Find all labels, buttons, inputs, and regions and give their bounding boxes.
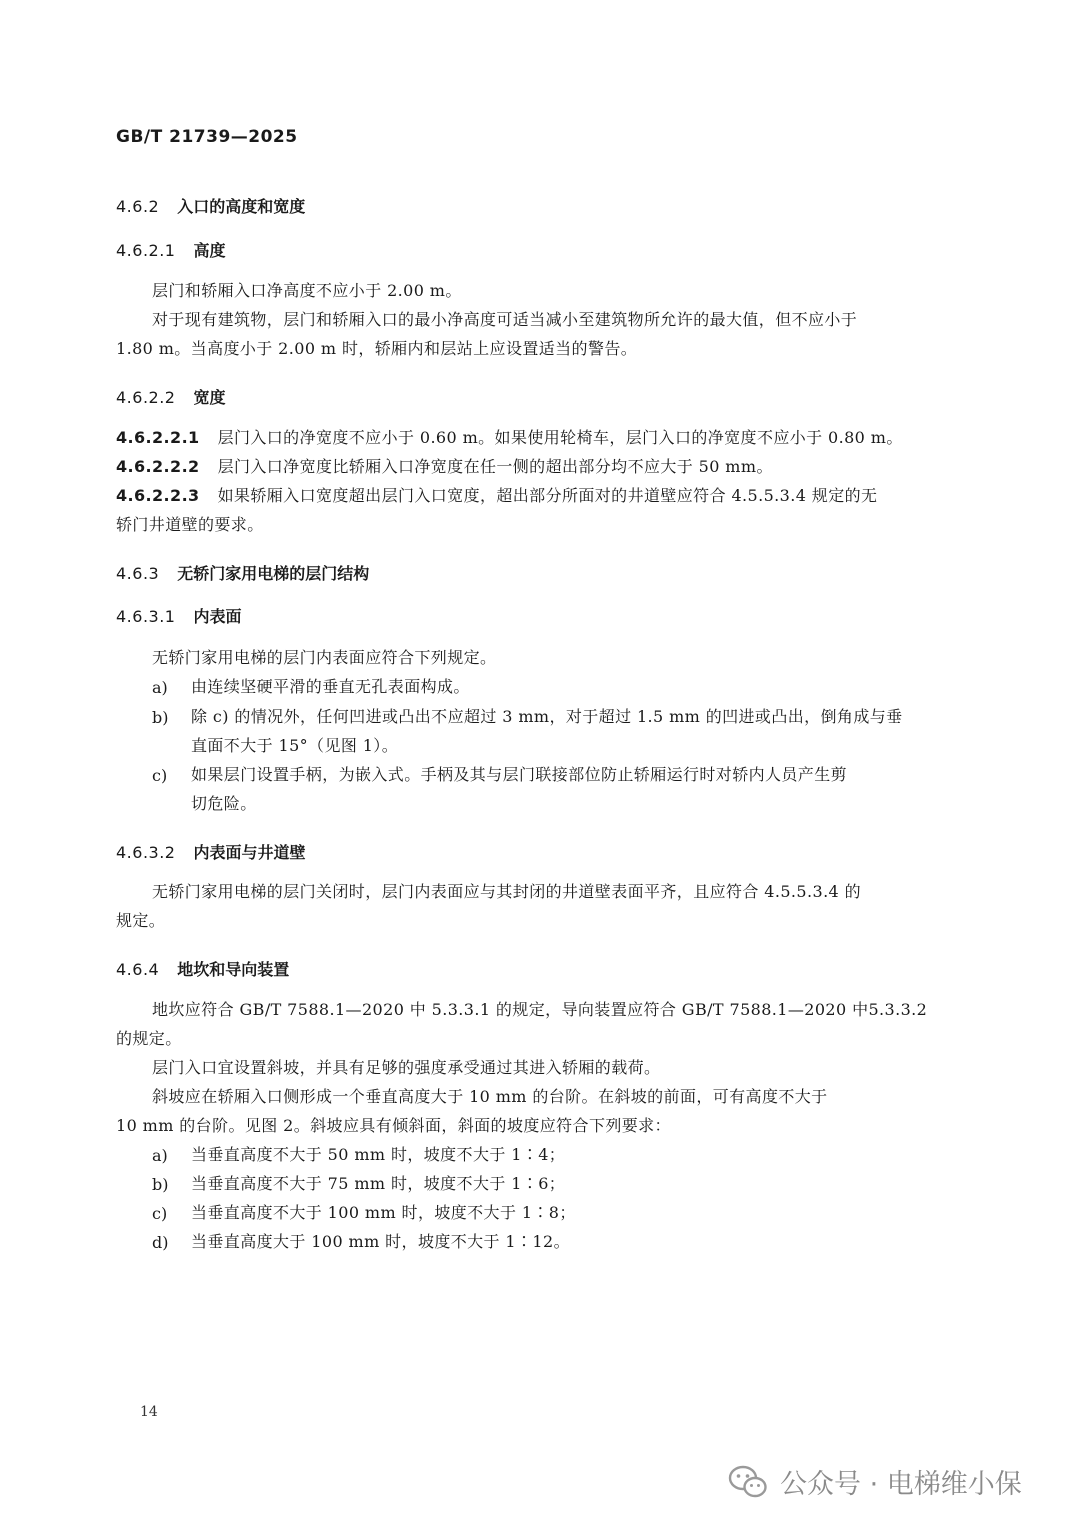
list-marker: c) xyxy=(152,1204,168,1223)
list-item-continuation: 直面不大于 15°（见图 1）。 xyxy=(191,736,399,755)
paragraph-line: 对于现有建筑物，层门和轿厢入口的最小净高度可适当减小至建筑物所允许的最大值，但不应小于 xyxy=(152,310,858,329)
section-number: 4.6.3 xyxy=(116,564,160,583)
section-title: 内表面与井道壁 xyxy=(193,843,306,862)
standard-code: GB/T 21739—2025 xyxy=(116,127,298,147)
paragraph: 层门和轿厢入口净高度不应小于 2.00 m。 xyxy=(152,281,462,300)
paragraph-line: 规定。 xyxy=(116,911,166,930)
watermark-text: 公众号 · 电梯维小保 xyxy=(780,1469,1022,1500)
clause-4-6-2-2-1 xyxy=(116,423,903,452)
section-title: 地坎和导向装置 xyxy=(177,960,290,979)
list-item: 除 c) 的情况外，任何凹进或凸出不应超过 3 mm，对于超过 1.5 mm 的凹进或凸出，倒角成与垂 xyxy=(191,707,903,726)
list-marker: b) xyxy=(152,1175,169,1194)
list-item: 如果层门设置手柄，为嵌入式。手柄及其与层门联接部位防止轿厢运行时对轿内人员产生剪 xyxy=(191,765,848,784)
section-title: 内表面 xyxy=(193,607,242,626)
section-number: 4.6.2.1 xyxy=(116,241,176,260)
list-item: 当垂直高度不大于 100 mm 时，坡度不大于 1∶8； xyxy=(191,1203,576,1222)
section-4-6-3-1-heading xyxy=(116,604,242,627)
section-4-6-2-2-heading xyxy=(116,385,226,408)
list-marker: d) xyxy=(152,1233,169,1252)
section-title: 入口的高度和宽度 xyxy=(177,197,306,216)
clause-number: 4.6.2.2.3 xyxy=(116,486,200,505)
list-item: 当垂直高度不大于 75 mm 时，坡度不大于 1∶6； xyxy=(191,1174,566,1193)
section-4-6-2-heading xyxy=(116,194,305,217)
list-item: 当垂直高度不大于 50 mm 时，坡度不大于 1∶4； xyxy=(191,1145,566,1164)
clause-4-6-2-2-2 xyxy=(116,452,773,481)
paragraph: 层门入口宜设置斜坡，并具有足够的强度承受通过其进入轿厢的载荷。 xyxy=(152,1058,661,1077)
list-item: 当垂直高度大于 100 mm 时，坡度不大于 1∶12。 xyxy=(191,1232,570,1251)
clause-text: 层门入口净宽度比轿厢入口净宽度在任一侧的超出部分均不应大于 50 mm。 xyxy=(217,457,773,476)
paragraph-line: 的规定。 xyxy=(116,1029,182,1048)
wechat-icon xyxy=(728,1465,768,1499)
paragraph-line: 地坎应符合 GB/T 7588.1—2020 中 5.3.3.1 的规定，导向装置应符合 GB/T 7588.1—2020 中5.3.3.2 xyxy=(152,1000,928,1019)
section-number: 4.6.2.2 xyxy=(116,388,176,407)
paragraph: 无轿门家用电梯的层门内表面应符合下列规定。 xyxy=(152,648,497,667)
page-number: 14 xyxy=(140,1404,158,1420)
section-4-6-4-heading xyxy=(116,957,289,980)
section-number: 4.6.3.2 xyxy=(116,843,176,862)
list-marker: a) xyxy=(152,1146,168,1165)
list-marker: b) xyxy=(152,708,169,727)
clause-4-6-2-2-3 xyxy=(116,481,877,510)
list-item: 由连续坚硬平滑的垂直无孔表面构成。 xyxy=(191,677,470,696)
paragraph-line: 10 mm 的台阶。见图 2。斜坡应具有倾斜面，斜面的坡度应符合下列要求： xyxy=(116,1116,671,1135)
clause-number: 4.6.2.2.2 xyxy=(116,457,200,476)
clause-number: 4.6.2.2.1 xyxy=(116,428,200,447)
section-4-6-3-2-heading xyxy=(116,840,306,863)
section-title: 高度 xyxy=(193,241,226,260)
section-title: 无轿门家用电梯的层门结构 xyxy=(177,564,370,583)
list-marker: c) xyxy=(152,766,168,785)
section-4-6-2-1-heading xyxy=(116,238,226,261)
watermark xyxy=(728,1462,1022,1501)
list-marker: a) xyxy=(152,678,168,697)
section-number: 4.6.4 xyxy=(116,960,160,979)
section-number: 4.6.2 xyxy=(116,197,160,216)
clause-text: 如果轿厢入口宽度超出层门入口宽度，超出部分所面对的井道壁应符合 4.5.5.3.4 规定的无 xyxy=(217,486,878,505)
clause-text: 层门入口的净宽度不应小于 0.60 m。如果使用轮椅车，层门入口的净宽度不应小于 0.80 m。 xyxy=(217,428,903,447)
section-title: 宽度 xyxy=(193,388,226,407)
paragraph-line: 斜坡应在轿厢入口侧形成一个垂直高度大于 10 mm 的台阶。在斜坡的前面，可有高度不大于 xyxy=(152,1087,828,1106)
section-4-6-3-heading xyxy=(116,561,369,584)
paragraph-line: 无轿门家用电梯的层门关闭时，层门内表面应与其封闭的井道壁表面平齐，且应符合 4.5.5.3.4 的 xyxy=(152,882,862,901)
paragraph-line: 1.80 m。当高度小于 2.00 m 时，轿厢内和层站上应设置适当的警告。 xyxy=(116,339,638,358)
section-number: 4.6.3.1 xyxy=(116,607,176,626)
paragraph-line: 轿门井道壁的要求。 xyxy=(116,515,264,534)
list-item-continuation: 切危险。 xyxy=(191,794,257,813)
